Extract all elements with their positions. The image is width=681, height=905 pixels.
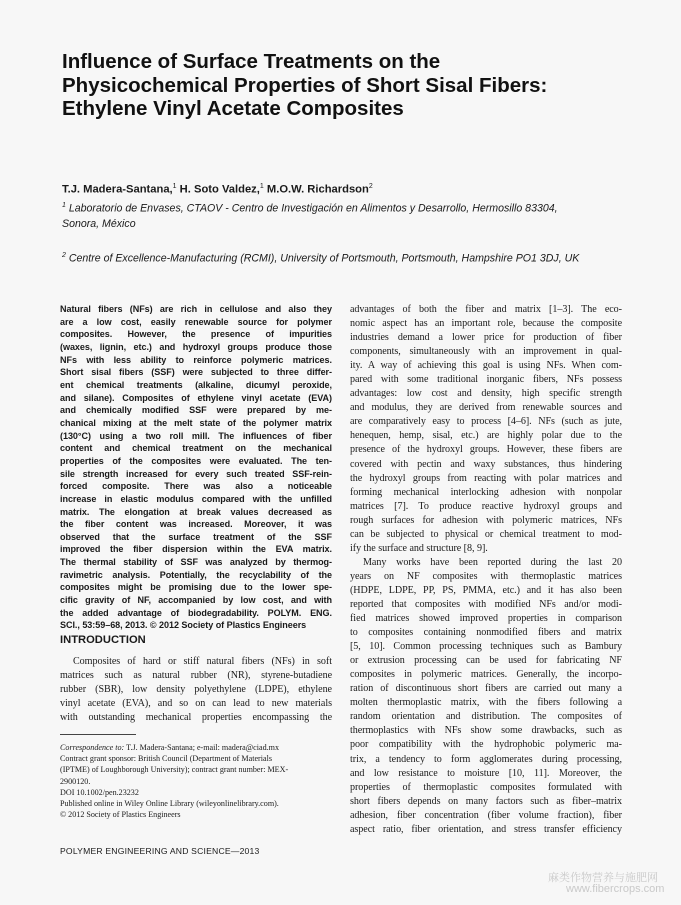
author-3-affil: 2 xyxy=(368,183,373,190)
author-1-affil: 1 xyxy=(172,183,177,190)
affiliation-2-line: Centre of Excellence-Manufacturing (RCMI), University of Portsmouth, Portsmouth, Hampshire PO1 3DJ, UK xyxy=(65,252,580,265)
abstract-line: increase in elastic modulus compared with the unfilled xyxy=(60,493,332,504)
affiliation-1-marker: 1 xyxy=(62,202,66,209)
paragraph-line: thermoplastics with NFs show some drawbacks, such as xyxy=(350,725,622,737)
paragraph-line: (HDPE, LDPE, PP, PS, PMMA, etc.) and it has also been xyxy=(350,584,622,596)
abstract-line: improved the fiber dispersion within the EVA matrix. xyxy=(60,544,332,555)
paragraph-line: ration of discontinuous short fibers are carried out many a xyxy=(350,683,622,695)
footnote-line: © 2012 Society of Plastics Engineers xyxy=(60,810,181,820)
paragraph-line: rubber (SBR), low density polyethylene (LDPE), ethylene xyxy=(60,684,332,696)
paragraph-line: advantages: low cost and density, high specific strength xyxy=(350,388,622,400)
journal-footer: POLYMER ENGINEERING AND SCIENCE—2013 xyxy=(60,846,260,856)
paragraph-line: are comparatively easy to process [4–6]. NFs (such as jute, xyxy=(350,416,622,428)
paragraph-line: reported that composites with modified NFs and/or modi- xyxy=(350,598,622,610)
footnote-line: (IPTME) of Loughborough University); contract grant number: MEX- xyxy=(60,765,289,775)
paragraph-line: forming mechanical interlocking adhesion with nonpolar xyxy=(350,486,622,498)
right-column-text xyxy=(350,303,622,837)
footnotes xyxy=(60,742,332,820)
paragraph-line: random orientation and distribution. The composites of xyxy=(350,711,622,723)
paragraph-line: [5, 10]. Common processing techniques such as Bambury xyxy=(350,641,622,653)
paragraph-line: poor compatibility with the hydrophobic polymeric ma- xyxy=(350,739,622,751)
abstract-line: cific gravity of NF, accompanied by low cost, and with xyxy=(60,595,332,606)
affiliation-2-marker: 2 xyxy=(62,252,66,259)
abstract-line: The thermal stability of SSF was analyzed by thermog- xyxy=(60,557,332,568)
paragraph-line: the hydroxyl groups from reacting with polar matrices and xyxy=(350,472,622,484)
abstract-line: (130°C) using a two roll mill. The influences of fiber xyxy=(60,430,332,441)
abstract-line: SCI., 53:59–68, 2013. © 2012 Society of Plastics Engineers xyxy=(60,620,307,631)
abstract-line: chanical mixing at the melt state of the polymer matrix xyxy=(60,417,332,428)
paragraph-line: composites in polymeric matrices. Generally, the incorpo- xyxy=(350,669,622,681)
abstract-line: ent chemical treatments (alkaline, dicumyl peroxide, xyxy=(60,379,332,390)
abstract-line: matrix. The elongation at break values decreased as xyxy=(60,506,332,517)
abstract-line: Natural fibers (NFs) are rich in cellulose and also they xyxy=(60,304,332,314)
paragraph xyxy=(350,556,622,837)
abstract-line: properties of the composites were evaluated. The ten- xyxy=(60,455,332,466)
paragraph-line: fied matrices showed improved properties in comparison xyxy=(350,613,622,625)
abstract-line: Short sisal fibers (SSF) were subjected to three differ- xyxy=(60,367,332,378)
author-list xyxy=(62,183,652,196)
author-2-affil: 1 xyxy=(259,183,264,190)
title-line: Ethylene Vinyl Acetate Composites xyxy=(62,97,404,120)
paragraph-line: ity. A way of achieving this goal is using NFs. When com- xyxy=(350,360,622,372)
paragraph-line: to composites containing nonmodified fibers and matrix xyxy=(350,627,622,639)
abstract-line: content and chemical treatment on the mechanical xyxy=(60,443,332,454)
paragraph-line: rough surfaces for adhesion with polymeric matrices, NFs xyxy=(350,514,622,526)
paragraph-line: and low resistance to moisture [10, 11]. Moreover, the xyxy=(350,767,622,779)
abstract-line: sile strength increased for every such treated SSF-rein- xyxy=(60,468,332,479)
author-1: T.J. Madera-Santana, xyxy=(62,183,173,196)
footnote-line: 2900120. xyxy=(60,776,91,786)
footnote-line: Contract grant sponsor: British Council (Department of Materials xyxy=(60,754,272,764)
paragraph-line: or extrusion processing can be used for fabricating NF xyxy=(350,655,622,667)
abstract-line: and chemically modified SSF were prepared by me- xyxy=(60,405,332,416)
abstract-line: ravimetric analysis. Potentially, the recyclability of the xyxy=(60,569,332,580)
paragraph-line: can be subjected to physical or chemical treatment to mod- xyxy=(350,528,622,540)
paragraph-line: trix, a tendency to form agglomerates during processing, xyxy=(350,753,622,765)
affiliation-1-line: Sonora, México xyxy=(62,217,136,230)
paragraph-line: matrices [7]. To produce reactive hydroxyl groups and xyxy=(350,500,622,512)
paragraph-line: henequen, hemp, sisal, etc.) are highly polar due to the xyxy=(350,430,622,442)
paragraph-line: covered with pectin and waxy substances, thus hindering xyxy=(350,458,622,470)
affiliation-1 xyxy=(62,198,662,232)
paragraph-line: Many works have been reported during the last 20 xyxy=(363,556,622,568)
footnote-divider xyxy=(60,734,136,735)
paragraph-line: advantages of both the fiber and matrix [1–3]. The eco- xyxy=(350,304,622,315)
abstract-line: are a low cost, easily renewable source for polymer xyxy=(60,316,332,327)
abstract-line: and silane). Composites of ethylene vinyl acetate (EVA) xyxy=(60,392,332,403)
abstract-line: observed that the surface treatment of the SSF xyxy=(60,531,332,542)
paragraph-line: ify the surface and structure [8, 9]. xyxy=(350,542,488,554)
footnote-line: Published online in Wiley Online Library (wileyonlinelibrary.com). xyxy=(60,799,279,809)
watermark-text: 麻类作物营养与施肥网 xyxy=(548,871,658,884)
watermark-url: www.fibercrops.com xyxy=(566,883,665,895)
paragraph-line: nomic aspect has an important role, because the composite xyxy=(350,318,622,330)
paragraph xyxy=(350,303,622,556)
abstract-line: composites. However, the presence of impurities xyxy=(60,329,332,340)
affiliation-2 xyxy=(62,248,662,267)
abstract-line: (waxes, lignin, etc.) and hydroxyl groups produce those xyxy=(60,341,332,352)
paragraph-line: adhesion, fiber concentration (fiber volume fraction), fiber xyxy=(350,809,622,821)
footnote-line: DOI 10.1002/pen.23232 xyxy=(60,787,139,797)
paragraph-line: matrices such as natural rubber (NR), styrene-butadiene xyxy=(60,670,332,682)
paragraph-line: and modulus, they are derived from renewable sources and xyxy=(350,402,622,414)
paragraph-line: components, simultaneously with an improvement in qual- xyxy=(350,346,622,358)
introduction-paragraph xyxy=(60,655,332,725)
author-2: H. Soto Valdez, xyxy=(176,183,260,196)
paper-title xyxy=(62,50,652,121)
abstract xyxy=(60,303,332,632)
paragraph-line: aspect ratio, fiber orientation, and stress transfer efficiency xyxy=(350,823,622,835)
paragraph-line: industries demand a lower price for production of fiber xyxy=(350,332,622,344)
paragraph-line: properties of thermoplastic composites formulated with xyxy=(350,781,622,793)
paragraph-line: years on NF composites with thermoplastic matrices xyxy=(350,570,622,582)
abstract-line: forced composite. There was also a noticeable xyxy=(60,481,332,492)
paragraph-line: pared with some traditional inorganic fibers, NFs possess xyxy=(350,374,622,386)
section-heading-introduction: INTRODUCTION xyxy=(60,634,146,646)
paragraph-line: molten thermoplastic matrix, with the fibers following a xyxy=(350,697,622,709)
paragraph-line: presence of the hydroxyl groups. However, these fibers are xyxy=(350,444,622,456)
affiliation-1-line: Laboratorio de Envases, CTAOV - Centro de Investigación en Alimentos y Desarrollo, Hermosillo 83304, xyxy=(65,202,558,215)
title-line: Physicochemical Properties of Short Sisal Fibers: xyxy=(62,73,548,97)
title-line: Influence of Surface Treatments on the xyxy=(62,50,441,73)
abstract-line: NFs with less ability to reinforce polymeric matrices. xyxy=(60,354,332,365)
author-3: M.O.W. Richardson xyxy=(263,183,369,196)
paragraph-line: Composites of hard or stiff natural fibers (NFs) in soft xyxy=(73,656,332,667)
footnote-line: Correspondence to: T.J. Madera-Santana; e-mail: madera@ciad.mx xyxy=(60,743,280,752)
abstract-line: composites might be promising due to the lower spe- xyxy=(60,582,332,593)
abstract-line: the fiber content was increased. Moreover, it was xyxy=(60,519,332,530)
abstract-line: the added advantage of biodegradability. POLYM. ENG. xyxy=(60,607,332,618)
paragraph-line: with outstanding mechanical properties encompassing the xyxy=(60,712,332,724)
paragraph-line: vinyl acetate (EVA), and so on can lead to new materials xyxy=(60,698,332,710)
paragraph-line: short fibers depends on many factors such as fiber–matrix xyxy=(350,795,622,807)
